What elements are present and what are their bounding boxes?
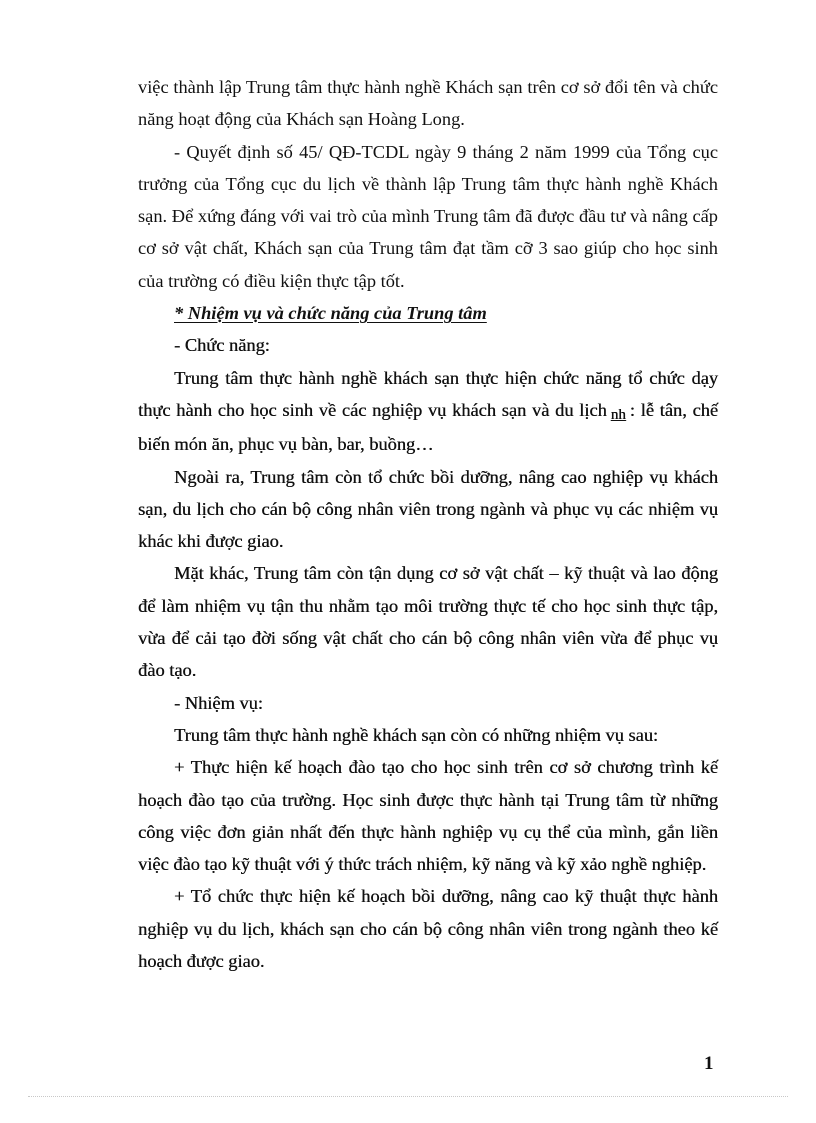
paragraph-function-other: Mặt khác, Trung tâm còn tận dụng cơ sở vật chất – kỹ thuật và lao động để làm nhiệm vụ tận thu nhằm tạo môi trường thực tế cho học sinh thực tập, vừa để cải tạo đời sống vật chất cho cán bộ công nhân viên vừa để phục vụ đào tạo. bbox=[138, 563, 718, 681]
paragraph-intro-continuation: việc thành lập Trung tâm thực hành nghề Khách sạn trên cơ sở đổi tên và chức năng hoạt động của Khách sạn Hoàng Long. bbox=[138, 77, 718, 130]
paragraph-duty-1: + Thực hiện kế hoạch đào tạo cho học sinh trên cơ sở chương trình kế hoạch đào tạo của trường. Học sinh được thực hành tại Trung tâm từ những công việc đơn giản nhất đến thực hành nghiệp vụ cụ thể của mình, gắn liền việc đào tạo kỹ thuật với ý thức trách nhiệm, kỹ năng và kỹ xảo nghề nghiệp. bbox=[138, 757, 718, 875]
function-main-after: : lễ tân, chế biến món ăn, phục vụ bàn, bar, buồng… bbox=[138, 399, 718, 455]
page-number: 1 bbox=[704, 1053, 714, 1074]
function-main-before: Trung tâm thực hành nghề khách sạn thực hiện chức năng tổ chức dạy thực hành cho học sinh về các nghiệp vụ khách sạn và du lịch bbox=[138, 367, 718, 420]
inline-note: nh bbox=[610, 406, 626, 423]
paragraph-function-main bbox=[138, 362, 718, 461]
function-label: - Chức năng: bbox=[174, 335, 270, 356]
paragraph-decision-45: - Quyết định số 45/ QĐ-TCDL ngày 9 tháng 2 năm 1999 của Tổng cục trưởng của Tổng cục du lịch về thành lập Trung tâm thực hành nghề Khách sạn. Để xứng đáng với vai trò của mình Trung tâm đã được đầu tư và nâng cấp cơ sở vật chất, Khách sạn của Trung tâm đạt tầm cỡ 3 sao giúp cho học sinh của trường có điều kiện thực tập tốt. bbox=[138, 141, 718, 291]
document-body bbox=[138, 71, 718, 977]
duty-label: - Nhiệm vụ: bbox=[174, 692, 263, 713]
section-heading bbox=[138, 297, 718, 329]
paragraph-duty-intro: Trung tâm thực hành nghề khách sạn còn có những nhiệm vụ sau: bbox=[174, 724, 659, 745]
paragraph-duty-2: + Tổ chức thực hiện kế hoạch bồi dưỡng, nâng cao kỹ thuật thực hành nghiệp vụ du lịch, khách sạn cho cán bộ công nhân viên trong ngành theo kế hoạch được giao. bbox=[138, 886, 718, 972]
paragraph-function-extra: Ngoài ra, Trung tâm còn tổ chức bồi dưỡng, nâng cao nghiệp vụ khách sạn, du lịch cho cán bộ công nhân viên trong ngành và phục vụ các nhiệm vụ khác khi được giao. bbox=[138, 466, 718, 552]
section-heading-text: * Nhiệm vụ và chức năng của Trung tâm bbox=[174, 303, 487, 324]
footer-divider bbox=[28, 1096, 788, 1097]
